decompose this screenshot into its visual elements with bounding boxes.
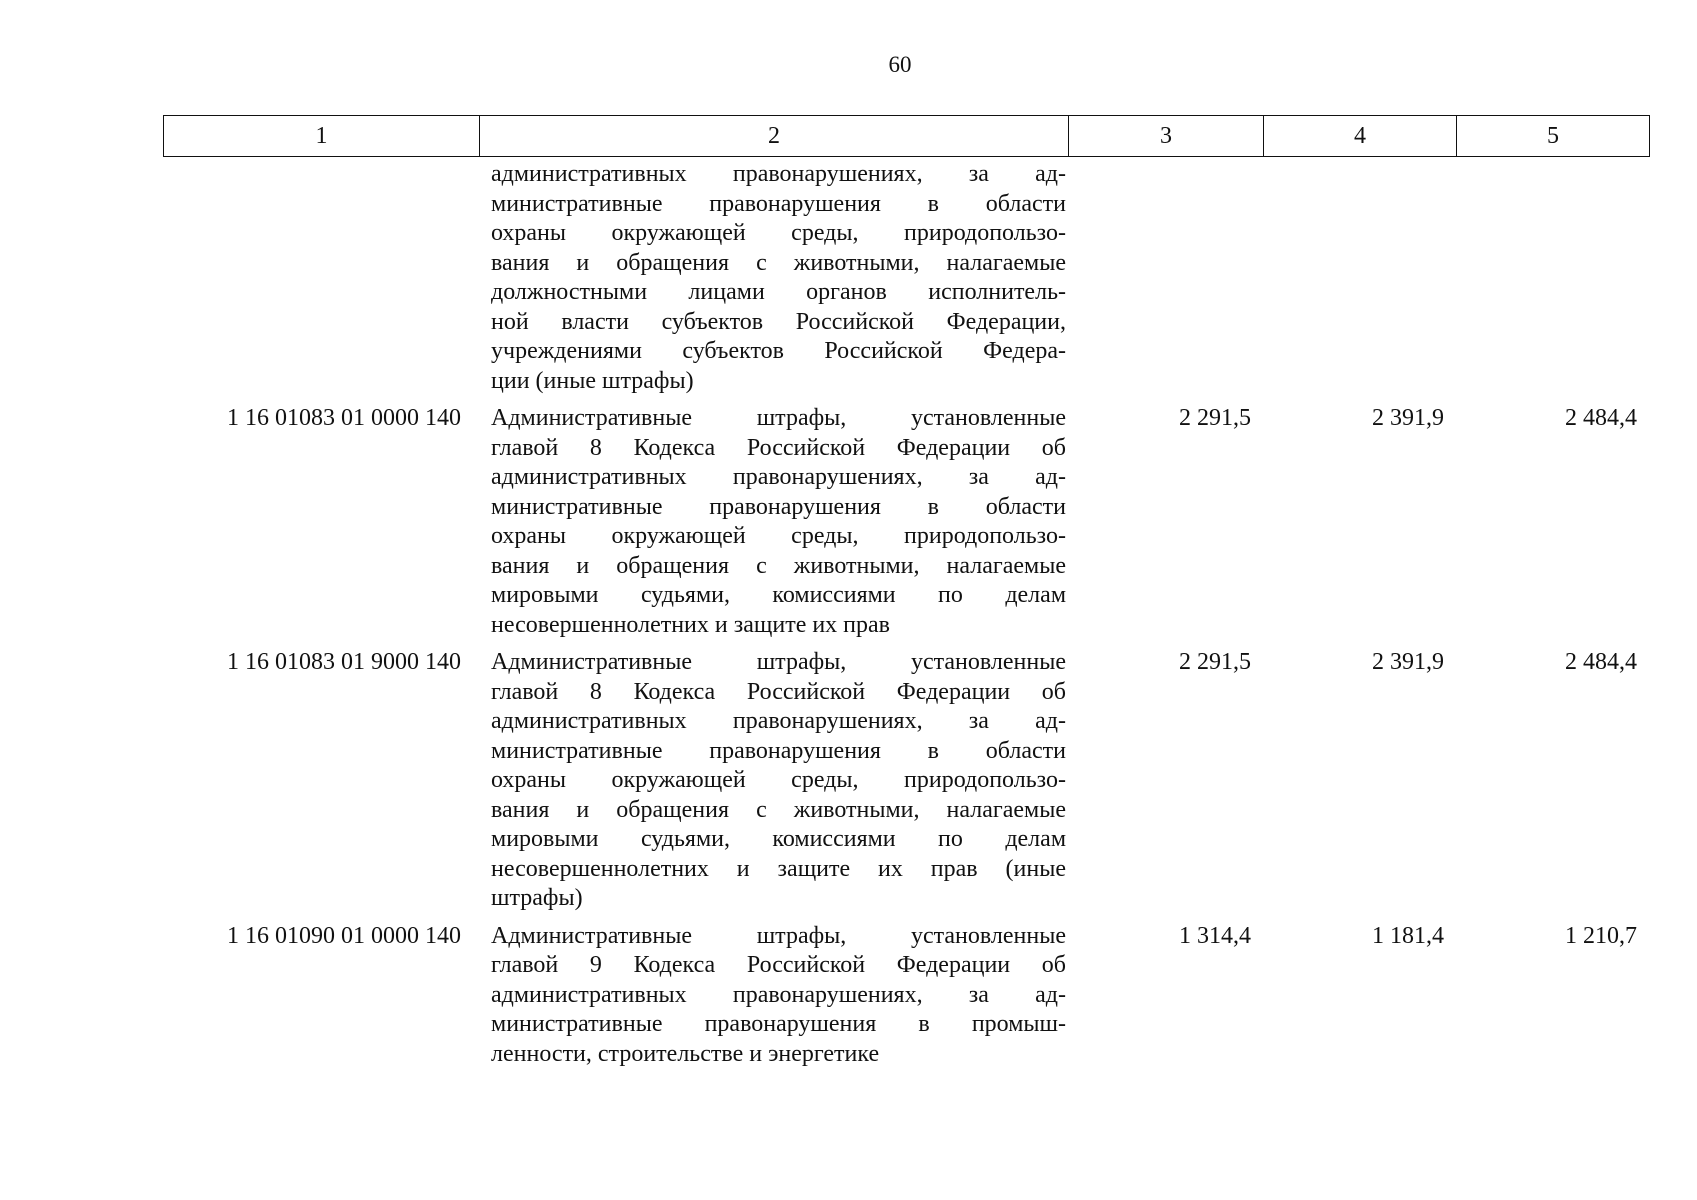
- description-line: главой 9 Кодекса Российской Федерации об: [491, 952, 1066, 978]
- description-line: Административные штрафы, установленные: [491, 922, 1066, 949]
- column-header-5: 5: [1457, 116, 1650, 157]
- description-line: министративные правонарушения в области: [491, 737, 1066, 764]
- description-line: несовершеннолетних и защите их прав (иные: [491, 855, 1066, 882]
- row-description: [479, 922, 1068, 1070]
- description-line: охраны окружающей среды, природопользо-: [491, 767, 1066, 793]
- description-line: ленности, строительстве и энергетике: [491, 1040, 880, 1067]
- description-line: учреждениями субъектов Российской Федера-: [491, 338, 1066, 364]
- column-header-4: 4: [1264, 116, 1457, 157]
- description-line: ной власти субъектов Российской Федерации,: [491, 308, 1066, 335]
- description-line: вания и обращения с животными, налагаемые: [491, 796, 1066, 823]
- description-line: вания и обращения с животными, налагаемые: [491, 249, 1066, 276]
- value-col5: 2 484,4: [1565, 649, 1637, 675]
- value-col3: 2 291,5: [1179, 405, 1251, 431]
- description-line: вания и обращения с животными, налагаемые: [491, 552, 1066, 579]
- budget-code: 1 16 01090 01 0000 140: [227, 922, 461, 949]
- column-header-2: 2: [480, 116, 1069, 157]
- value-col3: 2 291,5: [1179, 649, 1251, 675]
- description-line: административных правонарушениях, за ад-: [491, 464, 1066, 490]
- value-col5: 2 484,4: [1565, 405, 1637, 431]
- value-col3: 1 314,4: [1179, 922, 1251, 949]
- description-line: главой 8 Кодекса Российской Федерации об: [491, 678, 1066, 705]
- description-line: мировыми судьями, комиссиями по делам: [491, 582, 1066, 608]
- description-line: административных правонарушениях, за ад-: [491, 708, 1066, 734]
- description-line: мировыми судьями, комиссиями по делам: [491, 826, 1066, 852]
- column-header-3: 3: [1069, 116, 1264, 157]
- description-line: охраны окружающей среды, природопользо-: [491, 523, 1066, 549]
- budget-code: 1 16 01083 01 0000 140: [227, 405, 461, 431]
- table-row: [163, 404, 1649, 640]
- description-line: Административные штрафы, установленные: [491, 405, 1066, 431]
- description-line: несовершеннолетних и защите их прав: [491, 611, 891, 638]
- description-line: Административные штрафы, установленные: [491, 649, 1066, 675]
- budget-code: 1 16 01083 01 9000 140: [227, 649, 461, 675]
- row-description: [479, 648, 1068, 914]
- description-line: ции (иные штрафы): [491, 367, 694, 394]
- description-line: министративные правонарушения в области: [491, 493, 1066, 520]
- description-line: министративные правонарушения в области: [491, 190, 1066, 217]
- description-line: главой 8 Кодекса Российской Федерации об: [491, 434, 1066, 461]
- page-number: 60: [888, 52, 912, 77]
- value-col4: 2 391,9: [1372, 405, 1444, 431]
- description-line: административных правонарушениях, за ад-: [491, 161, 1066, 187]
- value-col4: 2 391,9: [1372, 649, 1444, 675]
- value-col5: 1 210,7: [1565, 922, 1637, 949]
- table-row: [163, 648, 1649, 914]
- description-line: охраны окружающей среды, природопользо-: [491, 220, 1066, 246]
- row-description: [479, 404, 1068, 640]
- column-header-row: [164, 116, 1650, 157]
- description-line: административных правонарушениях, за ад-: [491, 981, 1066, 1008]
- description-line: должностными лицами органов исполнитель-: [491, 279, 1066, 305]
- description-line: министративные правонарушения в промыш-: [491, 1011, 1066, 1037]
- column-header-1: 1: [164, 116, 480, 157]
- table-body: [163, 160, 1649, 1077]
- column-header-table: [163, 115, 1650, 157]
- table-row: [163, 160, 1649, 396]
- description-line: штрафы): [491, 885, 583, 911]
- table-row: [163, 922, 1649, 1070]
- row-description: [479, 160, 1068, 396]
- value-col4: 1 181,4: [1372, 922, 1444, 949]
